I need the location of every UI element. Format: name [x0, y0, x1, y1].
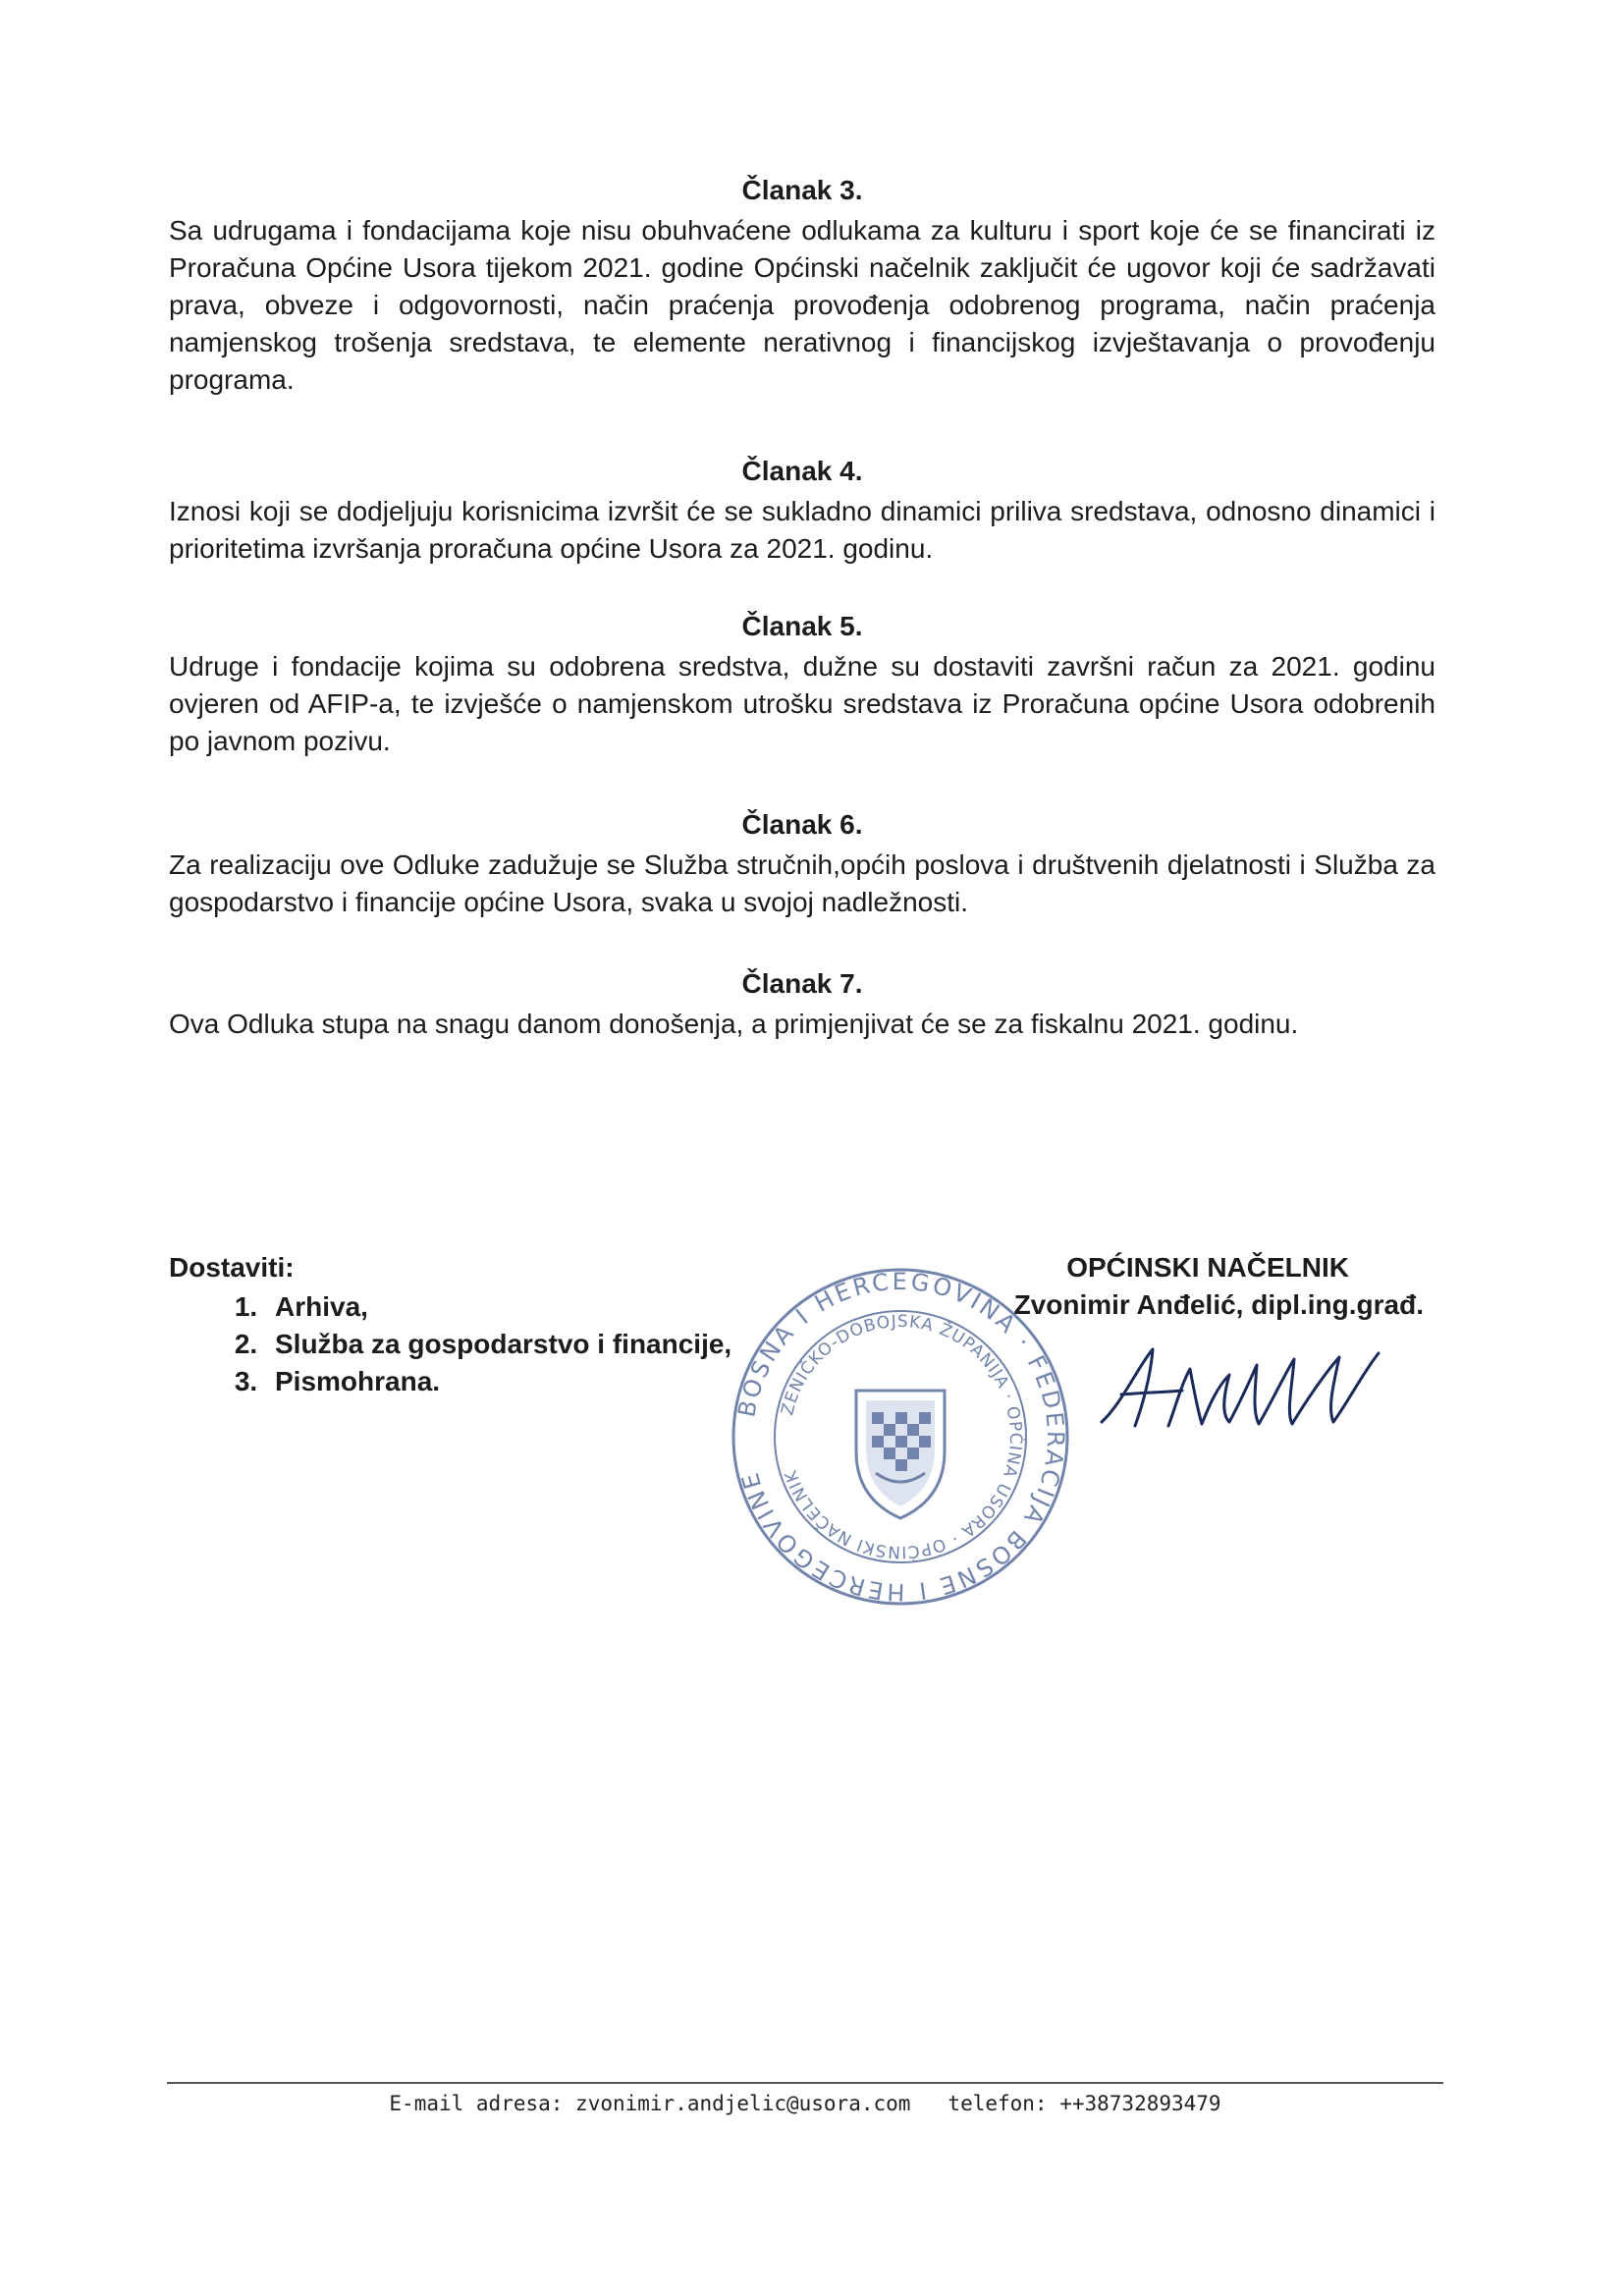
article-7	[169, 966, 1435, 1043]
article-3	[169, 173, 1435, 399]
stamp-inner-text: ZENIČKO-DOBOJSKA ŽUPANIJA · OPĆINA USORA · OPĆINSKI NAČELNIK	[778, 1311, 1026, 1562]
article-7-body: Ova Odluka stupa na snagu danom donošenja, a primjenjivat će se za fiskalnu 2021. godinu.	[169, 1009, 1299, 1039]
signer-name: Zvonimir Anđelić, dipl.ing.građ.	[1013, 1289, 1424, 1320]
footer-contact	[167, 2092, 1443, 2115]
article-4	[169, 454, 1435, 568]
distribution-item: 3. Pismohrana.	[265, 1363, 731, 1400]
footer-divider	[167, 2082, 1443, 2084]
distribution-item: 2. Služba za gospodarstvo i financije,	[265, 1326, 731, 1363]
article-6	[169, 807, 1435, 921]
stamp-outer-text: BOSNA I HERCEGOVINA · FEDERACIJA BOSNE I HERCEGOVINE	[732, 1267, 1070, 1607]
distribution-heading: Dostaviti:	[169, 1252, 295, 1283]
article-3-title: Članak 3.	[741, 175, 863, 205]
handwritten-signature-icon	[1092, 1336, 1386, 1444]
coat-of-arms-icon	[856, 1391, 945, 1518]
article-5-body: Udruge i fondacije kojima su odobrena sredstva, dužne su dostaviti završni račun za 2021. godinu ovjeren od AFIP-a, te izvješće o namjenskom utrošku sredstava iz Proračuna općine Usora odobrenih po javnom pozivu.	[169, 651, 1435, 756]
article-6-title: Članak 6.	[741, 809, 863, 840]
article-4-title: Članak 4.	[741, 456, 863, 486]
signer-role: OPĆINSKI NAČELNIK	[1066, 1252, 1349, 1283]
distribution-items	[169, 1288, 731, 1400]
article-5-title: Članak 5.	[741, 611, 863, 641]
signer-block	[982, 1249, 1443, 1324]
distribution-list	[169, 1249, 731, 1400]
article-4-body: Iznosi koji se dodjeljuju korisnicima izvršit će se sukladno dinamici priliva sredstava, odnosno dinamici i prioritetima izvršanja proračuna općine Usora za 2021. godinu.	[169, 496, 1435, 564]
footer-phone: telefon: ++38732893479	[947, 2092, 1221, 2115]
article-7-title: Članak 7.	[741, 968, 863, 999]
article-6-body: Za realizaciju ove Odluke zadužuje se Služba stručnih,općih poslova i društvenih djelatnosti i Služba za gospodarstvo i financije općine Usora, svaka u svojoj nadležnosti.	[169, 849, 1435, 917]
article-3-body: Sa udrugama i fondacijama koje nisu obuhvaćene odlukama za kulturu i sport koje će se financirati iz Proračuna Općine Usora tijekom 2021. godine Općinski načelnik zaključit će ugovor koji će sadržavati prava, obveze i odgovornosti, način praćenja provođenja odobrenog programa, način praćenja namjenskog trošenja sredstava, te elemente nerativnog i financijskog izvještavanja o provođenju programa.	[169, 215, 1435, 395]
distribution-item: 1. Arhiva,	[265, 1288, 731, 1326]
footer-email: E-mail adresa: zvonimir.andjelic@usora.com	[389, 2092, 911, 2115]
article-5	[169, 609, 1435, 760]
